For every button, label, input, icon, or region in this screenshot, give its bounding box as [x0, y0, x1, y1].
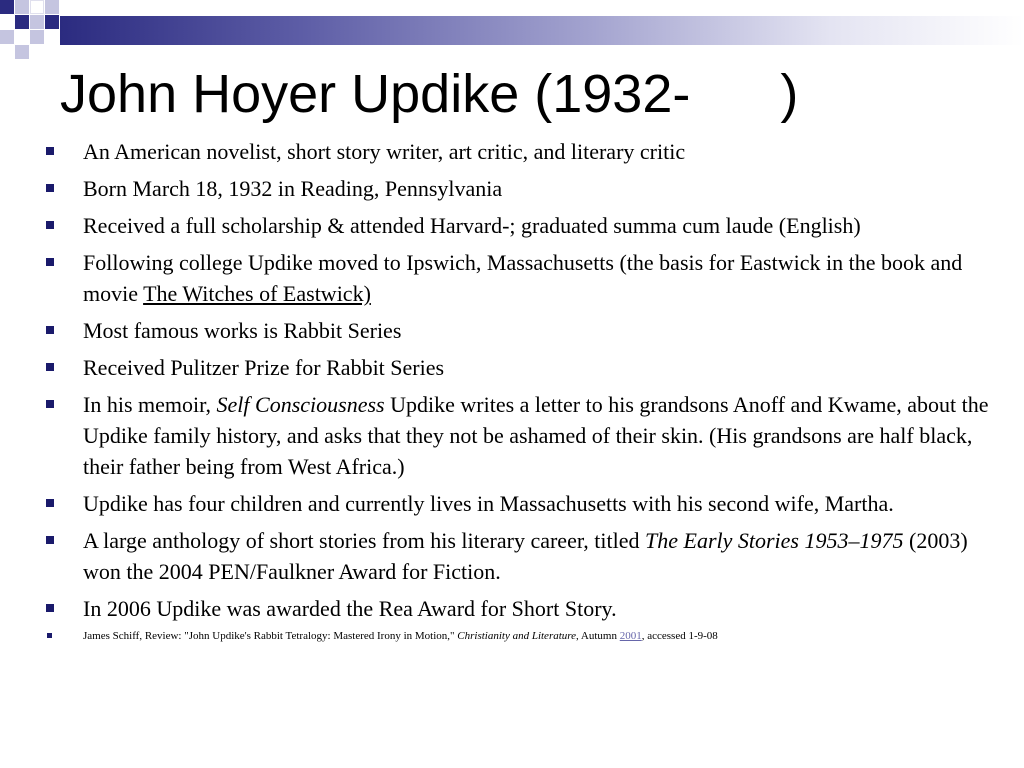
decor-square — [30, 15, 44, 29]
bullet-item — [0, 525, 1024, 587]
square-bullet-icon — [46, 326, 54, 334]
decor-square — [45, 0, 59, 14]
bullet-text: (2003) won the 2004 PEN/Faulkner Award for Fiction. — [83, 528, 968, 584]
bullet-text: Received a full scholarship & attended Harvard-; graduated summa cum laude (English) — [83, 213, 861, 238]
square-bullet-icon — [46, 184, 54, 192]
square-bullet-icon — [46, 147, 54, 155]
bullet-text: An American novelist, short story writer, art critic, and literary critic — [83, 139, 686, 164]
square-bullet-icon — [46, 400, 54, 408]
citation-year-link[interactable]: 2001 — [619, 630, 642, 642]
bullet-list — [0, 136, 1024, 650]
book-title-underlined: The Witches of Eastwick) — [143, 281, 371, 306]
header-decoration — [0, 0, 1024, 50]
bullet-text: Updike has four children and currently lives in Massachusetts with his second wife, Martha. — [83, 491, 894, 516]
book-title-italic: The Early Stories 1953–1975 — [645, 528, 904, 553]
square-bullet-icon — [46, 499, 54, 507]
bullet-item — [0, 389, 1024, 482]
bullet-text: Born March 18, 1932 in Reading, Pennsylvania — [83, 176, 503, 201]
bullet-item — [0, 173, 1024, 204]
decor-square — [45, 15, 59, 29]
decor-square — [15, 0, 29, 14]
decor-square — [0, 0, 14, 14]
book-title-italic: Self Consciousness — [216, 392, 385, 417]
bullet-text: A large anthology of short stories from his literary career, titled — [83, 528, 645, 553]
citation-item — [0, 628, 1024, 644]
square-bullet-icon — [46, 536, 54, 544]
decor-square — [0, 30, 14, 44]
citation-text: , accessed 1-9-08 — [641, 630, 718, 642]
square-bullet-icon — [47, 633, 52, 638]
square-bullet-icon — [46, 221, 54, 229]
decor-square — [30, 30, 44, 44]
bullet-text: Received Pulitzer Prize for Rabbit Series — [83, 355, 445, 380]
bullet-item — [0, 136, 1024, 167]
square-bullet-icon — [46, 604, 54, 612]
citation-text: James Schiff, Review: "John Updike's Rabbit Tetralogy: Mastered Irony in Motion," — [83, 630, 458, 642]
citation-text: , Autumn — [576, 630, 620, 642]
bullet-text: Most famous works is Rabbit Series — [83, 318, 402, 343]
bullet-item — [0, 315, 1024, 346]
bullet-item — [0, 210, 1024, 241]
bullet-text: In his memoir, — [83, 392, 217, 417]
decor-square — [30, 0, 44, 14]
square-bullet-icon — [46, 363, 54, 371]
bullet-item — [0, 247, 1024, 309]
square-bullet-icon — [46, 258, 54, 266]
decor-square — [15, 45, 29, 59]
slide-title: John Hoyer Updike (1932- ) — [60, 64, 799, 124]
header-gradient-band — [60, 16, 1024, 45]
bullet-text: Updike writes a letter to his grandsons Anoff and Kwame, about the Updike family history, and asks that they not be ashamed of their skin. (His grandsons are half black, their father being from West Africa.) — [83, 392, 989, 479]
bullet-item — [0, 488, 1024, 519]
decor-square — [15, 15, 29, 29]
bullet-text: In 2006 Updike was awarded the Rea Award for Short Story. — [83, 596, 617, 621]
journal-title-italic: Christianity and Literature — [457, 630, 577, 642]
bullet-text: Following college Updike moved to Ipswich, Massachusetts (the basis for Eastwick in the book and movie — [83, 250, 963, 306]
bullet-item — [0, 352, 1024, 383]
bullet-item — [0, 593, 1024, 624]
